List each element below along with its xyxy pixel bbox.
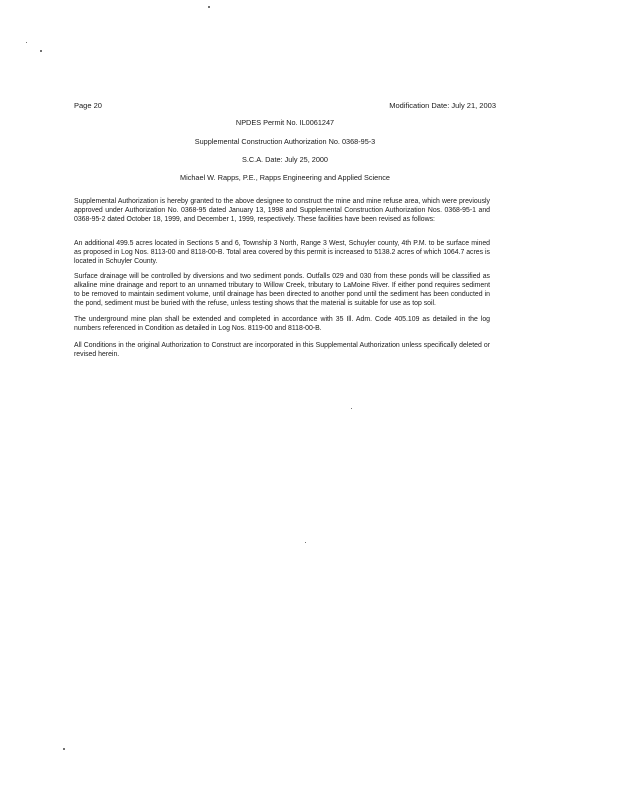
paragraph-conditions: All Conditions in the original Authorization to Construct are incorporated in this Supplemental Authorization unless specifically deleted or revised herein. [74,342,490,358]
paragraph-additional-acres: An additional 499.5 acres located in Sections 5 and 6, Township 3 North, Range 3 West, Schuyler county, 4th P.M. to be surface mined as proposed in Log Nos. 8113-00 and 8118-00-B. Total area covered by this permit is increased to 5138.2 acres of which 1064.7 acres is located in Schuyler County. [74,240,490,265]
authorization-number: Supplemental Construction Authorization No. 0368-95-3 [194,137,376,146]
page-number: Page 20 [74,101,102,110]
scan-speck [63,748,65,750]
scan-speck [305,542,306,543]
scan-speck [208,6,210,8]
scan-speck [40,50,42,52]
scan-speck [26,42,27,43]
paragraph-authorization: Supplemental Authorization is hereby granted to the above designee to construct the mine and mine refuse area, which were previously approved under Authorization No. 0368-95 dated January 13, 1998 and Supplemental Construction Authorization Nos. 0368-95-1 and 0368-95-2 dated October 18, 1999, and December 1, 1999, respectively. These facilities have been revised as follows: [74,198,490,223]
permit-number: NPDES Permit No. IL0061247 [235,118,335,127]
sca-date: S.C.A. Date: July 25, 2000 [242,155,328,164]
scan-speck [351,408,352,409]
paragraph-surface-drainage: Surface drainage will be controlled by diversions and two sediment ponds. Outfalls 029 and 030 from these ponds will be classified as alkaline mine drainage and report to an unnamed tributary to Willow Creek, tributary to LaMoine River. If either pond requires sediment to be removed to maintain sediment volume, until drainage has been directed to another pond until the sediment has been conducted in the pond, sediment must be buried with the refuse, unless testing shows that the material is suitable for use as top soil. [74,273,490,307]
engineer-line: Michael W. Rapps, P.E., Rapps Engineering and Applied Science [180,173,390,182]
modification-date: Modification Date: July 21, 2003 [389,101,496,110]
paragraph-mine-plan: The underground mine plan shall be extended and completed in accordance with 35 Ill. Adm. Code 405.109 as detailed in the log numbers referenced in Condition as detailed in Log Nos. 8119-00 and 8118-00-B. [74,316,490,332]
